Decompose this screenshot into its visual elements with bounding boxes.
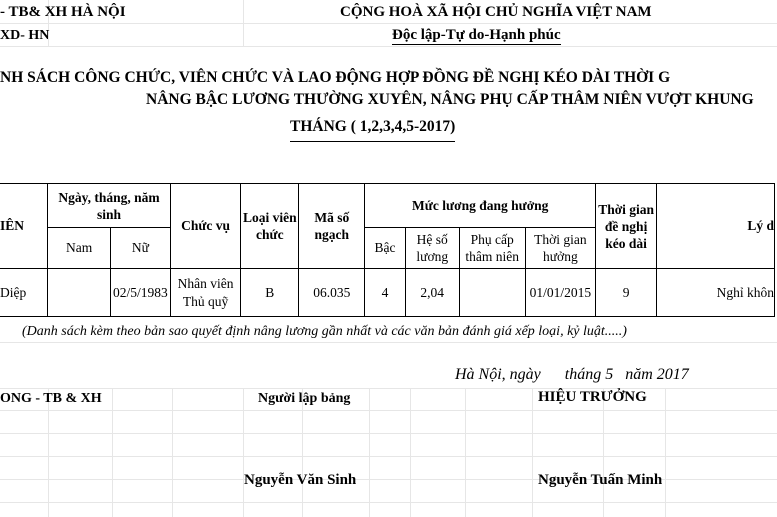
cell-grade: 4 (365, 269, 405, 317)
gridline (410, 388, 411, 517)
gridline (0, 46, 777, 47)
col-position-header: Chức vụ (170, 184, 241, 269)
col-type-header: Loại viên chức (241, 184, 299, 269)
cell-male (48, 269, 111, 317)
gridline (48, 388, 49, 517)
document-title-line1: NH SÁCH CÔNG CHỨC, VIÊN CHỨC VÀ LAO ĐỘNG HỢP ĐỒNG ĐỀ NGHỊ KÉO DÀI THỜI G (0, 69, 671, 86)
gridline (532, 388, 533, 517)
attachment-note: (Danh sách kèm theo bản sao quyết định nâng lương gần nhất và các văn bản đánh giá xếp loại, kỷ luật.....) (22, 324, 627, 339)
col-name-header: IÊN (0, 184, 48, 269)
gridline (465, 388, 466, 517)
col-reason-header: Lý d (657, 184, 775, 269)
cell-coef: 2,04 (405, 269, 459, 317)
cell-name: Diệp (0, 269, 48, 317)
staff-table (0, 183, 775, 317)
col-coef-header: Hệ số lương (405, 228, 459, 269)
cell-position: Nhân viên Thủ quỹ (170, 269, 241, 317)
gridline (0, 502, 777, 503)
col-grade-header: Bậc (365, 228, 405, 269)
gridline (665, 388, 666, 517)
col-time-header: Thời gian hưởng (525, 228, 596, 269)
gridline (603, 388, 604, 517)
col-female-header: Nữ (110, 228, 170, 269)
school-name: XD- HN (0, 28, 50, 43)
document-title-line2: NÂNG BẬC LƯƠNG THƯỜNG XUYÊN, NÂNG PHỤ CẤP THÂM NIÊN VƯỢT KHUNG (146, 91, 754, 108)
gridline (112, 388, 113, 517)
cell-reason: Nghỉ khôn (657, 269, 775, 317)
gridline (369, 388, 370, 517)
gridline (0, 410, 777, 411)
col-salary-header: Mức lương đang hưởng (365, 184, 596, 228)
gridline (0, 342, 777, 343)
col-extend-header: Thời gian đề nghị kéo dài (596, 184, 657, 269)
col-male-header: Nam (48, 228, 111, 269)
cell-female: 02/5/1983 (110, 269, 170, 317)
agency-name: - TB& XH HÀ NỘI (0, 4, 126, 20)
sig-mid-name: Nguyễn Văn Sinh (244, 472, 357, 488)
gridline (302, 388, 303, 517)
cell-allow (459, 269, 525, 317)
date-line: Hà Nội, ngày tháng 5 năm 2017 (455, 366, 689, 383)
national-motto: CỘNG HOÀ XÃ HỘI CHỦ NGHĨA VIỆT NAM (340, 4, 652, 20)
cell-type: B (241, 269, 299, 317)
sig-right-title: HIỆU TRƯỞNG (538, 389, 647, 405)
sig-mid-title: Người lập bảng (258, 391, 351, 406)
gridline (0, 433, 777, 434)
table-row (0, 269, 775, 317)
cell-code: 06.035 (299, 269, 365, 317)
col-code-header: Mã số ngạch (299, 184, 365, 269)
col-dob-header: Ngày, tháng, năm sinh (48, 184, 171, 228)
gridline (243, 0, 244, 46)
gridline (243, 388, 244, 517)
national-slogan: Độc lập-Tự do-Hạnh phúc (392, 27, 561, 43)
gridline (0, 456, 777, 457)
gridline (0, 388, 777, 389)
cell-extend: 9 (596, 269, 657, 317)
gridline (0, 23, 777, 24)
sig-left-title: ONG - TB & XH (0, 391, 102, 406)
cell-time: 01/01/2015 (525, 269, 596, 317)
document-title-line3: THÁNG ( 1,2,3,4,5-2017) (290, 117, 455, 142)
sig-right-name: Nguyễn Tuấn Minh (538, 472, 663, 488)
gridline (172, 388, 173, 517)
col-allow-header: Phụ cấp thâm niên (459, 228, 525, 269)
